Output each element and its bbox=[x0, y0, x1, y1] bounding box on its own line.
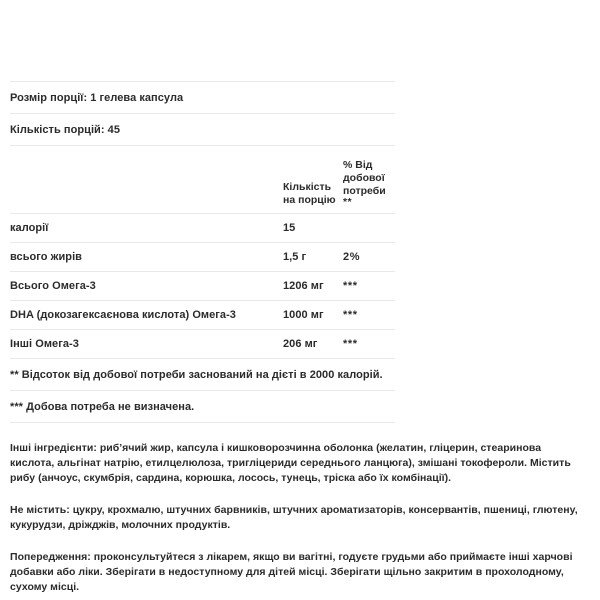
nutrient-name: всього жирів bbox=[10, 243, 283, 272]
nutrition-facts-table bbox=[10, 145, 395, 359]
free-from-paragraph: Не містить: цукру, крохмалю, штучних барвників, штучних ароматизаторів, консервантів, пшениці, глютену, кукурудзи, дріжджів, молочних продуктів. bbox=[10, 504, 578, 531]
servings-per-container-label: Кількість порцій: 45 bbox=[10, 123, 121, 136]
column-header-nutrient bbox=[10, 146, 283, 214]
column-header-daily-value-marker: ** bbox=[343, 196, 352, 208]
nutrient-daily-value: *** bbox=[343, 330, 395, 359]
table-row bbox=[10, 243, 395, 272]
table-row bbox=[10, 272, 395, 301]
table-row bbox=[10, 301, 395, 330]
top-spacer bbox=[10, 0, 580, 81]
nutrient-amount: 1206 мг bbox=[283, 272, 343, 301]
warning-paragraph: Попередження: проконсультуйтеся з лікарем, якщо ви вагітні, годуєте грудьми або приймаєте інші харчові добавки або ліки. Зберігати в недоступному для дітей місці. Зберігати щільно закритим в прохолодному, сухому місці. bbox=[10, 551, 573, 593]
footnote-daily-value-undetermined-text: *** Добова потреба не визначена. bbox=[10, 400, 195, 413]
nutrient-name: Всього Омега-3 bbox=[10, 272, 283, 301]
nutrition-table-body bbox=[10, 214, 395, 359]
column-header-daily-value bbox=[343, 146, 395, 214]
nutrient-amount: 206 мг bbox=[283, 330, 343, 359]
nutrient-amount: 15 bbox=[283, 214, 343, 243]
column-header-amount-per-serving: Кількість на порцію bbox=[283, 146, 343, 214]
serving-size-row bbox=[10, 82, 580, 113]
table-row bbox=[10, 214, 395, 243]
nutrient-daily-value bbox=[343, 214, 395, 243]
column-header-daily-value-text: % Від добової потреби bbox=[343, 159, 386, 197]
nutrient-daily-value: *** bbox=[343, 301, 395, 330]
servings-per-container-row bbox=[10, 114, 580, 145]
table-row bbox=[10, 330, 395, 359]
nutrient-daily-value: 2% bbox=[343, 243, 395, 272]
nutrition-header-row bbox=[10, 146, 395, 214]
nutrient-daily-value: *** bbox=[343, 272, 395, 301]
nutrient-name: Інші Омега-3 bbox=[10, 330, 283, 359]
serving-size-label: Розмір порції: 1 гелева капсула bbox=[10, 91, 184, 104]
nutrient-name: DHA (докозагексаєнова кислота) Омега-3 bbox=[10, 301, 283, 330]
nutrient-name: калорії bbox=[10, 214, 283, 243]
footnote-daily-value-basis-text: ** Відсоток від добової потреби заснований на дієті в 2000 калорій. bbox=[10, 368, 383, 381]
nutrition-table-head bbox=[10, 146, 395, 214]
footnote-daily-value-basis bbox=[10, 359, 580, 390]
nutrient-amount: 1,5 г bbox=[283, 243, 343, 272]
other-ingredients-paragraph: Інші інгредієнти: риб’ячий жир, капсула і кишковорозчинна оболонка (желатин, гліцерин, стеаринова кислота, альгінат натрію, етилцелюлоза, тригліцериди середнього ланцюга), змішані токофероли. Містить рибу (анчоус, скумбрія, сардина, корюшка, лосось, тунець, тріска або їх комбінації). bbox=[10, 442, 571, 484]
label-paragraphs bbox=[10, 423, 580, 595]
footnote-daily-value-undetermined bbox=[10, 391, 580, 422]
nutrient-amount: 1000 мг bbox=[283, 301, 343, 330]
